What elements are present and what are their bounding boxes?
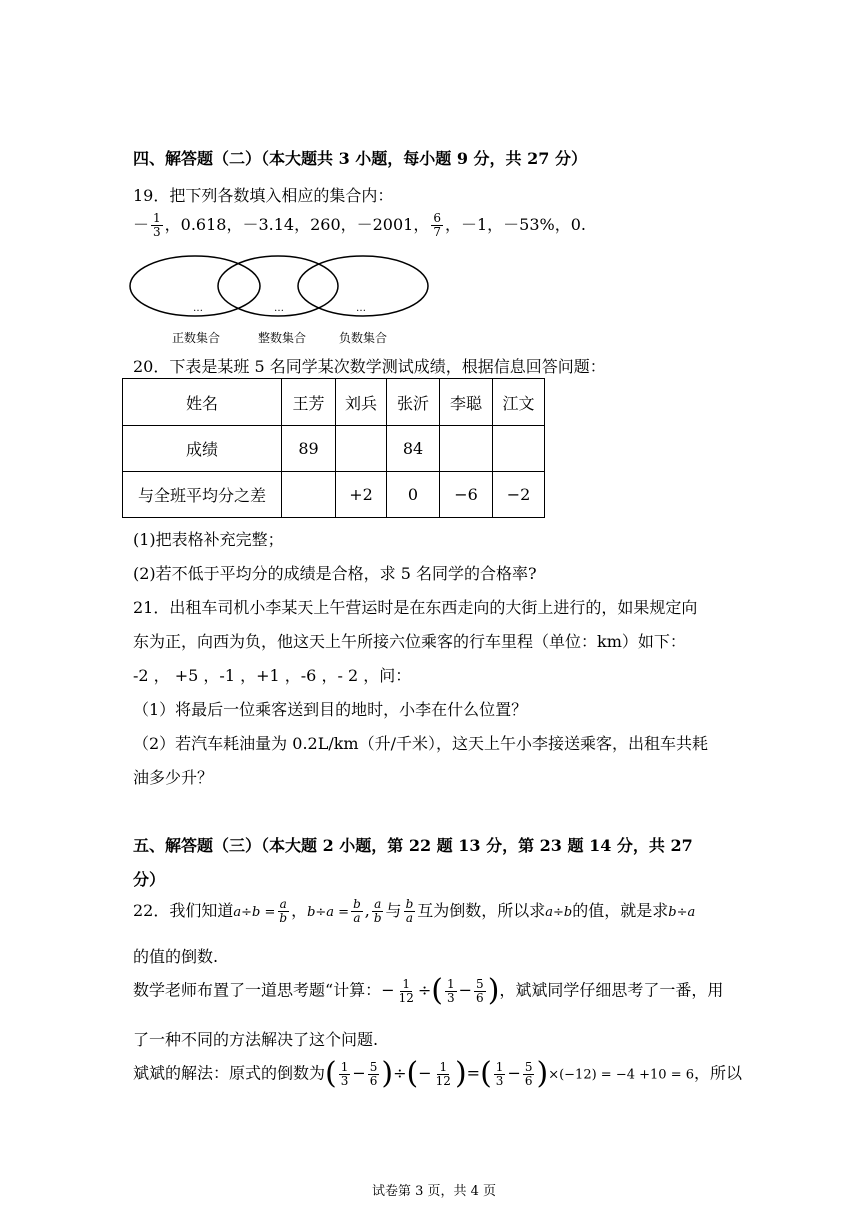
q22-l1-c: 与: [385, 901, 402, 920]
frac-den: 3: [340, 1073, 349, 1088]
q19-stem: 19．把下列各数填入相应的集合内：: [133, 186, 394, 205]
q22-l1-frac2: [351, 898, 363, 925]
left-paren: (: [480, 1056, 492, 1091]
q22-l1-expr4: b÷a: [668, 905, 696, 920]
left-paren: (: [325, 1056, 337, 1091]
q19-fraction-2: [431, 212, 443, 239]
table-cell: −6: [440, 472, 493, 518]
q22-l1-a: 22．我们知道: [133, 901, 234, 920]
frac-num: b: [353, 897, 361, 911]
q22-l1-expr1: a÷b =: [233, 905, 276, 920]
table-cell: 张沂: [387, 379, 440, 426]
frac-num: 1: [439, 1059, 448, 1074]
q22-l1-frac3: [372, 898, 384, 925]
venn-ellipsis-1: …: [193, 303, 203, 314]
q22-l5-div: ÷: [393, 1063, 407, 1083]
q22-l5-neg: −: [418, 1063, 432, 1083]
q20-part2: (2)若不低于平均分的成绩是合格，求 5 名同学的合格率?: [133, 564, 537, 583]
venn-ellipsis-2: …: [274, 303, 284, 314]
table-cell: 李聪: [440, 379, 493, 426]
frac-den: a: [353, 911, 361, 925]
q22-l3-minus: −: [381, 980, 395, 1000]
section5-heading-line2: 分）: [133, 870, 166, 889]
frac-den: 12: [435, 1073, 451, 1088]
q22-l1-d: 互为倒数，所以求: [417, 901, 546, 920]
frac-num: 5: [369, 1059, 378, 1074]
right-paren: ): [487, 973, 500, 1008]
venn-label-integer: 整数集合: [258, 331, 307, 345]
left-paren: (: [406, 1056, 419, 1091]
q22-l5-minus: −: [352, 1063, 366, 1083]
frac-den: 6: [369, 1073, 378, 1088]
q22-l5-frac5: [523, 1061, 535, 1088]
frac-num: 1: [340, 1059, 349, 1074]
q22-line5: [133, 1056, 743, 1091]
q22-l1-frac1: [277, 898, 289, 925]
q21-part2-line1: （2）若汽车耗油量为 0.2L/km（升/千米），这天上午小李接送乘客，出租车共耗: [133, 734, 708, 753]
frac-num: b: [405, 897, 414, 911]
q22-l1-expr3: a÷b: [545, 905, 573, 920]
q21-part1: （1）将最后一位乘客送到目的地时，小李在什么位置？: [133, 700, 528, 719]
q22-l3-frac2: [445, 978, 457, 1005]
q22-l5-frac1: [339, 1061, 351, 1088]
q22-l1-e: 的值，就是求: [572, 901, 669, 920]
q22-l3-frac3: [474, 978, 486, 1005]
q22-l3-frac1: [397, 978, 416, 1005]
q22-l5-tail: ×(−12) = −4 +10 = 6: [548, 1067, 694, 1083]
q22-line2: 的值的倒数.: [133, 947, 219, 966]
q22-l3-a: 数学老师布置了一道思考题“计算：: [133, 980, 382, 1000]
q22-l5-b: ，所以: [694, 1063, 743, 1083]
table-row: [123, 379, 545, 426]
table-cell: 江文: [493, 379, 545, 426]
q19-numbers-prefix: －: [133, 215, 150, 234]
q19-frac2-den: 7: [433, 225, 441, 239]
q19-numbers: [133, 212, 586, 239]
frac-den: 3: [495, 1073, 504, 1088]
q19-numbers-suffix: ，－1，－53%，0.: [445, 215, 587, 234]
table-cell: 刘兵: [336, 379, 387, 426]
table-row: [123, 426, 545, 472]
q22-l5-frac4: [494, 1061, 506, 1088]
table-row: [123, 472, 545, 518]
table-cell: 89: [282, 426, 336, 472]
frac-num: 1: [495, 1059, 504, 1074]
q22-l5-eq: =: [466, 1063, 481, 1083]
q22-l3-div: ÷: [417, 980, 432, 1000]
frac-num: 1: [402, 976, 411, 991]
q22-l5-a: 斌斌的解法：原式的倒数为: [133, 1063, 326, 1083]
q22-l5-frac2: [368, 1061, 380, 1088]
q19-frac2-num: 6: [433, 211, 441, 225]
q22-l1-frac4: [404, 898, 416, 925]
q20-stem: 20．下表是某班 5 名同学某次数学测试成绩，根据信息回答问题：: [133, 357, 606, 376]
table-cell: [440, 426, 493, 472]
table-cell: [336, 426, 387, 472]
venn-label-negative: 负数集合: [339, 331, 388, 345]
frac-den: b: [279, 911, 288, 925]
page-footer: 试卷第 3 页，共 4 页: [371, 1184, 497, 1199]
q19-fraction-1: [151, 212, 163, 239]
frac-num: a: [279, 897, 287, 911]
section5-heading-line1: 五、解答题（三）（本大题 2 小题，第 22 题 13 分，第 23 题 14 分，共 27: [133, 836, 693, 855]
frac-den: 3: [447, 990, 455, 1005]
frac-den: 12: [398, 990, 414, 1005]
right-paren: ): [381, 1056, 394, 1091]
q21-line1: 21．出租车司机小李某天上午营运时是在东西走向的大街上进行的，如果规定向: [133, 598, 698, 617]
table-cell: [282, 472, 336, 518]
table-cell: 王芳: [282, 379, 336, 426]
q22-line4: 了一种不同的方法解决了这个问题.: [133, 1030, 379, 1049]
frac-den: 6: [476, 990, 484, 1005]
q22-l3-b: ，斌斌同学仔细思考了一番，用: [499, 980, 724, 1000]
q20-score-table: [122, 378, 545, 518]
frac-den: b: [373, 911, 382, 925]
q20-part1: (1)把表格补充完整；: [133, 530, 284, 549]
q22-l3-minus2: −: [458, 980, 473, 1000]
right-paren: ): [454, 1056, 467, 1091]
q22-l1-comma: ,: [364, 901, 370, 920]
table-cell: 成绩: [123, 426, 282, 472]
section4-heading: 四、解答题（二）（本大题共 3 小题，每小题 9 分，共 27 分）: [133, 149, 587, 168]
frac-den: 6: [524, 1073, 533, 1088]
q22-line3: [133, 973, 724, 1008]
q22-l5-minus2: −: [507, 1063, 521, 1083]
table-cell: −2: [493, 472, 545, 518]
q19-frac1-den: 3: [153, 225, 161, 239]
q22-l1-expr2: b÷a =: [307, 905, 350, 920]
table-cell: [493, 426, 545, 472]
frac-den: a: [405, 911, 413, 925]
q19-numbers-mid: ，0.618，－3.14，260，－2001，: [164, 215, 430, 234]
q22-l5-frac3: [434, 1061, 453, 1088]
table-cell: 84: [387, 426, 440, 472]
venn-label-positive: 正数集合: [172, 331, 221, 345]
right-paren: ): [536, 1056, 549, 1091]
q22-line1: [133, 898, 695, 925]
table-cell: 姓名: [123, 379, 282, 426]
q22-l1-b: ，: [291, 901, 308, 920]
table-cell: +2: [336, 472, 387, 518]
frac-num: a: [374, 897, 382, 911]
left-paren: (: [431, 973, 443, 1008]
q21-line2: 东为正，向西为负，他这天上午所接六位乘客的行车里程（单位：km）如下：: [133, 632, 686, 651]
frac-num: 1: [447, 976, 455, 991]
table-cell: 与全班平均分之差: [123, 472, 282, 518]
q21-part2-line2: 油多少升？: [133, 768, 214, 787]
frac-num: 5: [476, 976, 484, 991]
q21-line3: -2 ， +5 ，-1 ，+1 ，-6 ，- 2 ，问：: [133, 666, 412, 685]
frac-num: 5: [524, 1059, 533, 1074]
venn-ellipsis-3: …: [356, 303, 366, 314]
q19-frac1-num: 1: [153, 211, 161, 225]
table-cell: 0: [387, 472, 440, 518]
